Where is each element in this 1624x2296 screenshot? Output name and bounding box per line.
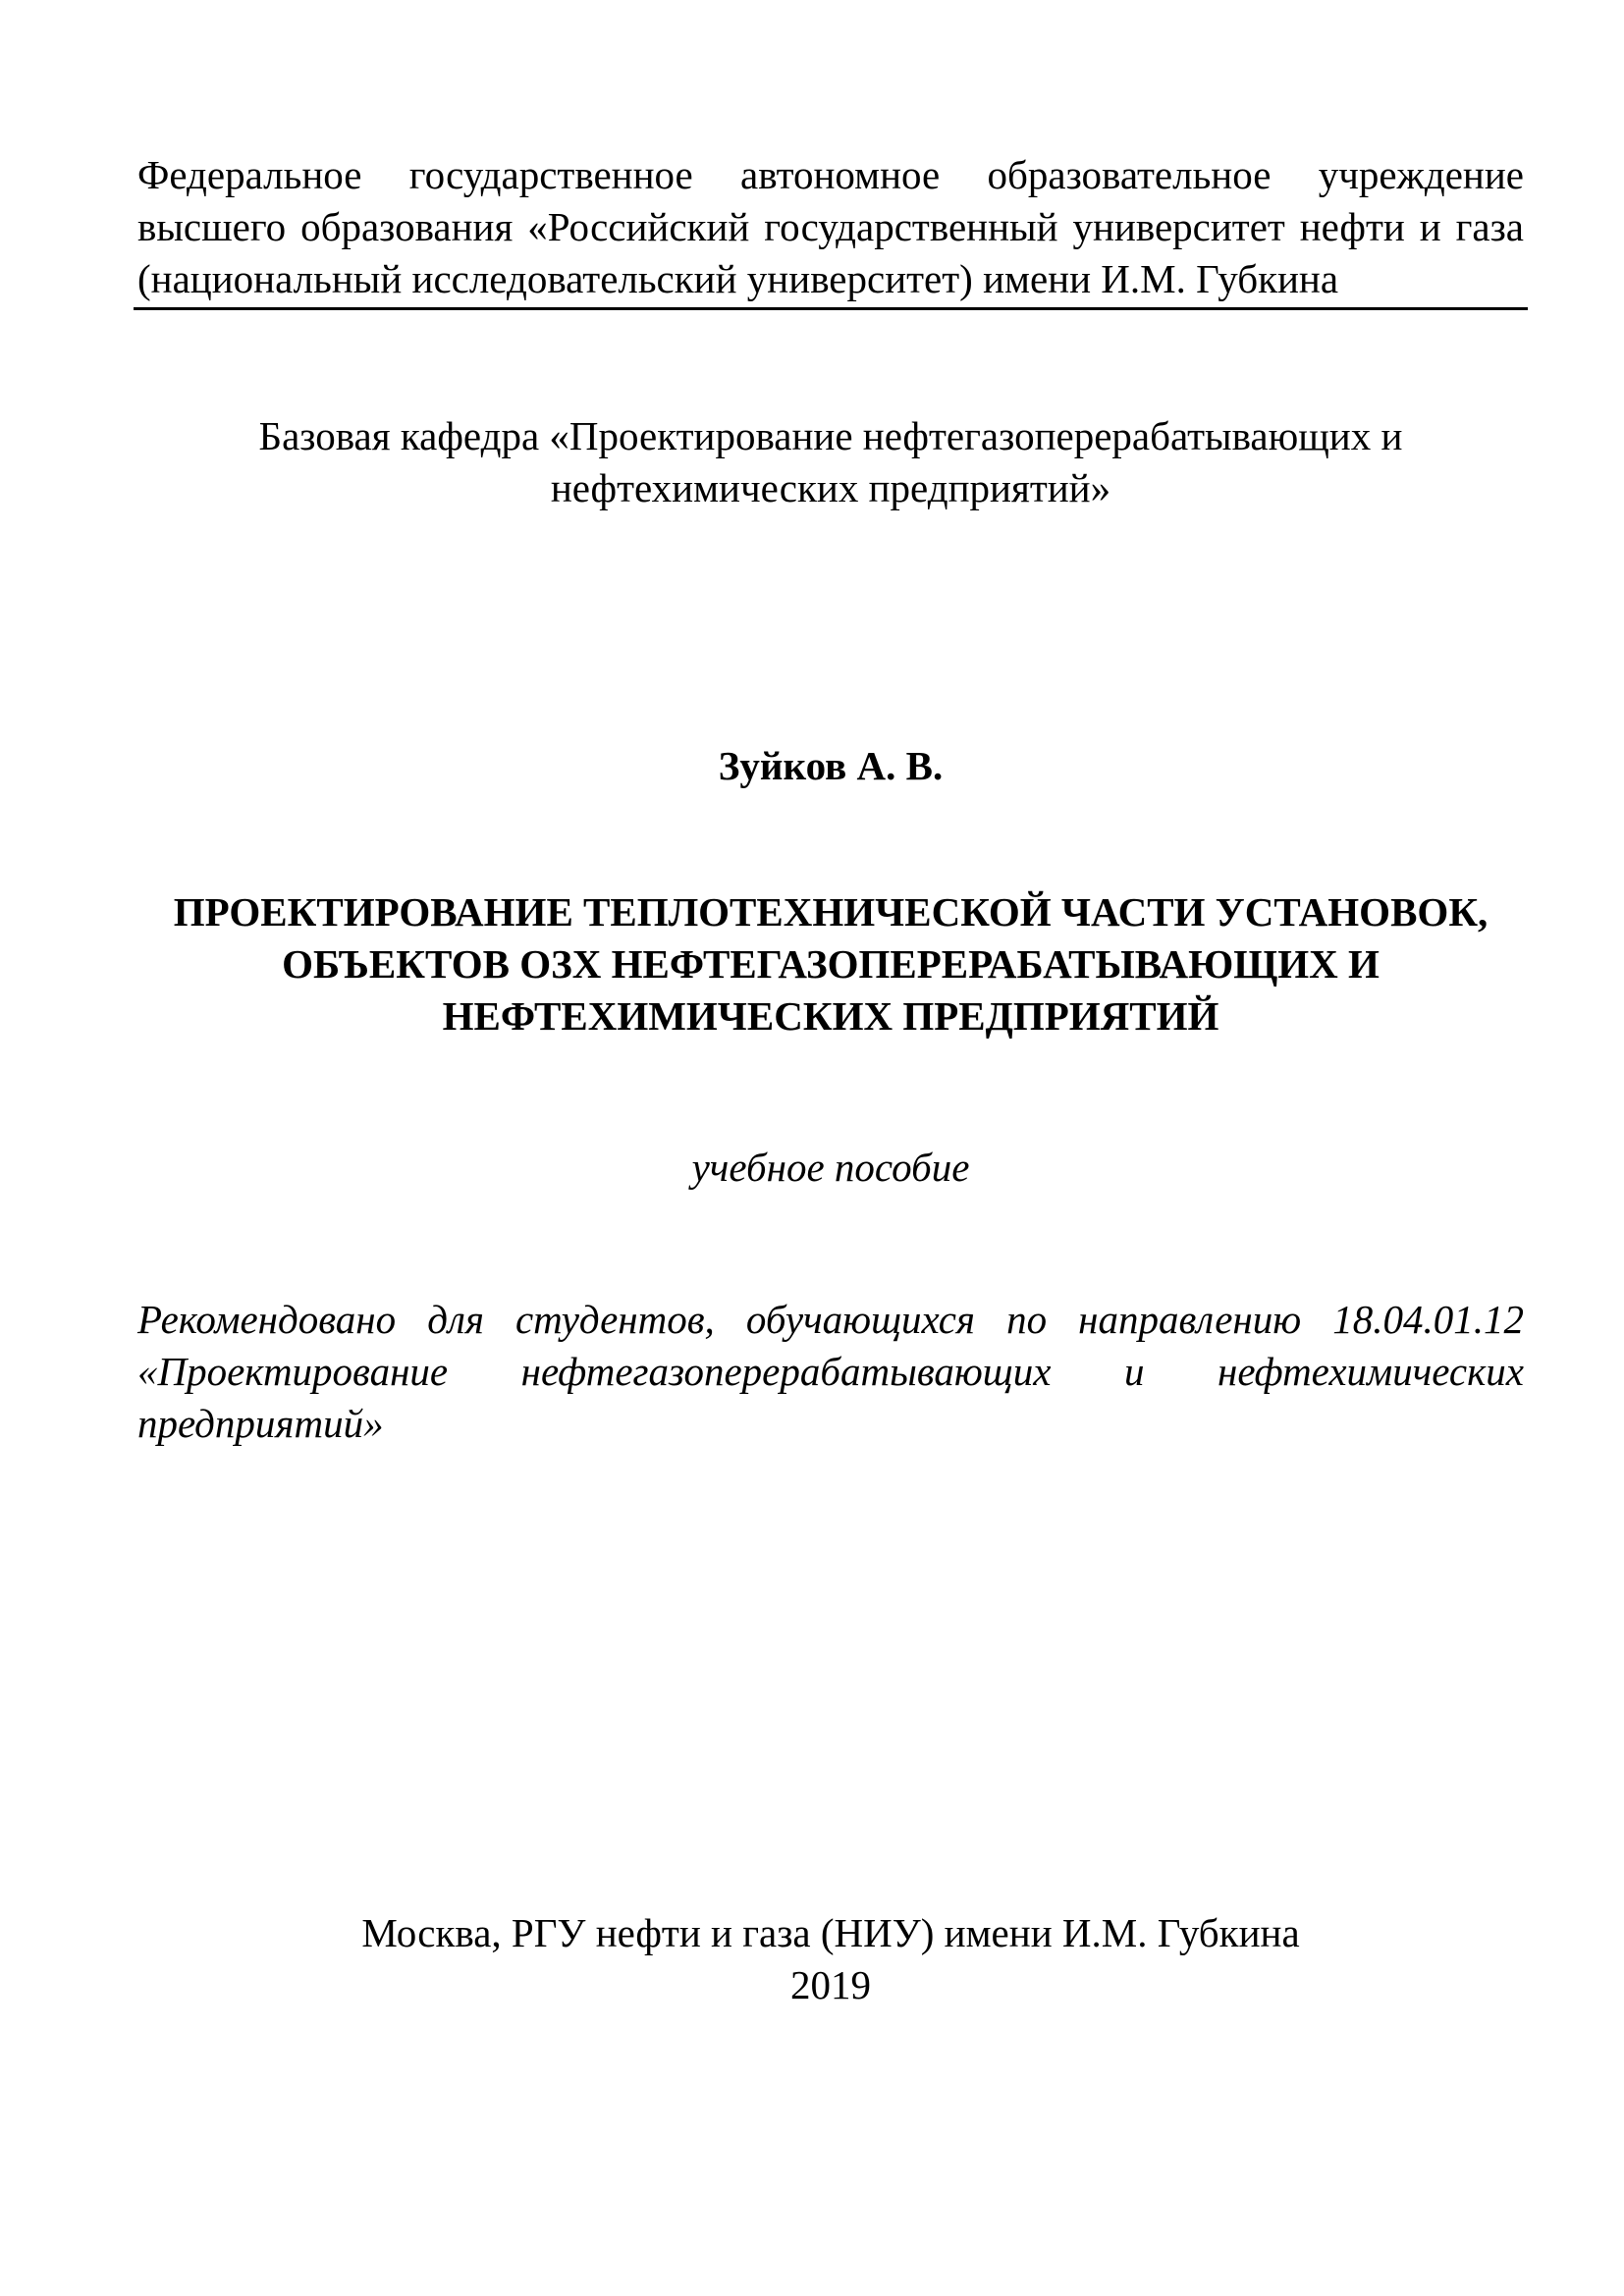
- document-type: учебное пособие: [691, 1145, 970, 1190]
- recommendation-text: Рекомендовано для студентов, обучающихся по направлению 18.04.01.12 «Проектирование нефтегазоперерабатывающих и нефтехимических предприятий»: [137, 1297, 1524, 1446]
- publication-place: Москва, РГУ нефти и газа (НИУ) имени И.М. Губкина: [361, 1910, 1300, 1955]
- author-name: Зуйков А. В.: [718, 743, 944, 788]
- title-line-2: ОБЪЕКТОВ ОЗХ НЕФТЕГАЗОПЕРЕРАБАТЫВАЮЩИХ И: [282, 941, 1380, 987]
- department-line-2: нефтехимических предприятий»: [550, 465, 1111, 510]
- publication-year: 2019: [790, 1962, 871, 2007]
- department-line-1: Базовая кафедра «Проектирование нефтегазоперерабатывающих и: [258, 413, 1403, 458]
- title-line-1: ПРОЕКТИРОВАНИЕ ТЕПЛОТЕХНИЧЕСКОЙ ЧАСТИ УСТАНОВОК,: [173, 889, 1489, 934]
- institution-header: Федеральное государственное автономное образовательное учреждение высшего образования «Российский государственный университет нефти и газа (национальный исследовательский университет) имени И.М. Губкина: [137, 152, 1524, 301]
- publication-info: [137, 1907, 1524, 2011]
- document-title: [137, 886, 1524, 1042]
- title-line-3: НЕФТЕХИМИЧЕСКИХ ПРЕДПРИЯТИЙ: [442, 993, 1219, 1039]
- department-name: [137, 410, 1524, 514]
- header-divider: [134, 307, 1528, 310]
